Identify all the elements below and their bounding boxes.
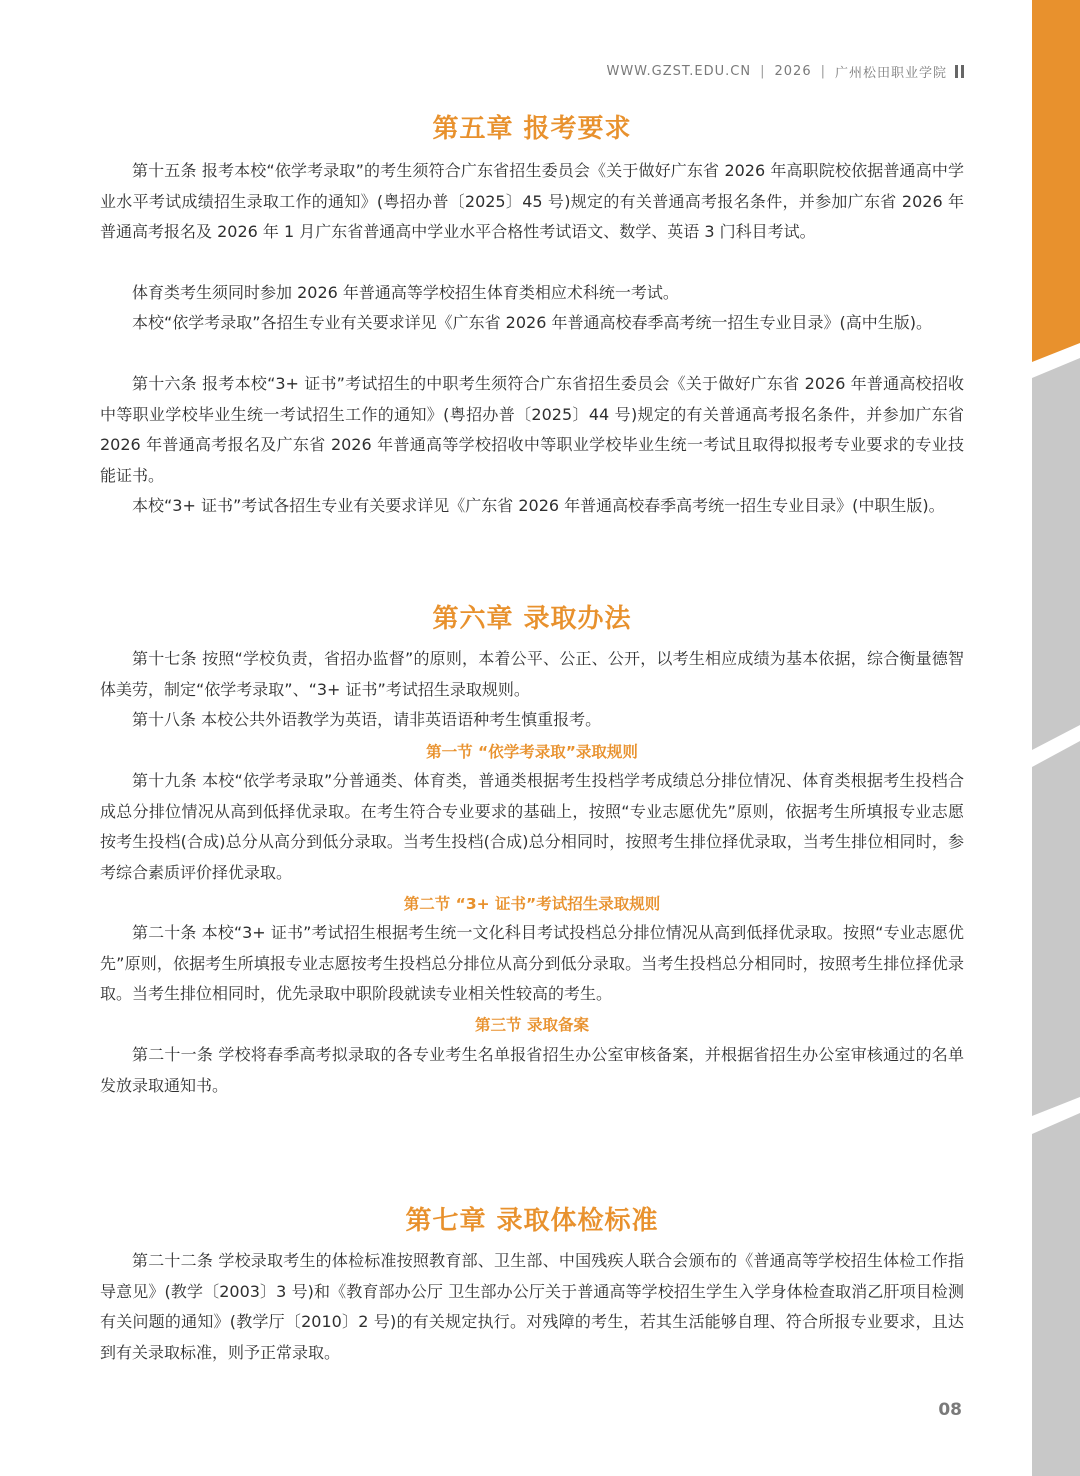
chapter5-title: 第五章 报考要求 xyxy=(432,114,632,144)
section1-title: 第一节 “依学考录取”录取规则 xyxy=(426,743,638,761)
header-bars-icon xyxy=(955,65,964,78)
gray-band-segment-3 xyxy=(1032,1113,1080,1476)
section2-title: 第二节 “3+ 证书”考试招生录取规则 xyxy=(403,895,661,913)
chapter6-paragraph: 第十七条 按照“学校负责，省招办监督”的原则，本着公平、公正、公开，以考生相应成绩为基本依据，综合衡量德智体美劳，制定“依学考录取”、“3+ 证书”考试招生录取规则。 xyxy=(100,649,964,699)
chapter5-paragraph: 本校“依学考录取”各招生专业有关要求详见《广东省 2026 年普通高校春季高考统一招生专业目录》(高中生版)。 xyxy=(132,313,932,332)
page-number: 08 xyxy=(938,1400,962,1420)
chapter5-paragraph: 体育类考生须同时参加 2026 年普通高等学校招生体育类相应术科统一考试。 xyxy=(132,283,679,302)
header-separator: | xyxy=(760,63,766,79)
chapter7-paragraph: 第二十二条 学校录取考生的体检标准按照教育部、卫生部、中国残疾人联合会颁布的《普通高等学校招生体检工作指导意见》(教学〔2003〕3 号)和《教育部办公厅 卫生部办公厅关于普通高等学校招生学生入学身体检查取消乙肝项目检测有关问题的通知》(教学厅〔2010〕2 号)的有关规定执行。对残障的考生，若其生活能够自理、符合所报专业要求，且达到有关录取标准，则予正常录取。 xyxy=(100,1251,964,1362)
side-decoration-band xyxy=(1032,0,1080,1476)
chapter7-title: 第七章 录取体检标准 xyxy=(405,1206,659,1236)
chapter6-title: 第六章 录取办法 xyxy=(432,604,632,634)
section3-paragraph: 第二十一条 学校将春季高考拟录取的各专业考生名单报省招生办公室审核备案，并根据省招生办公室审核通过的名单发放录取通知书。 xyxy=(100,1045,964,1095)
section1-paragraph: 第十九条 本校“依学考录取”分普通类、体育类，普通类根据考生投档学考成绩总分排位情况、体育类根据考生投档合成总分排位情况从高到低择优录取。在考生符合专业要求的基础上，按照“专业志愿优先”原则，依据考生所填报专业志愿按考生投档(合成)总分从高分到低分录取。当考生投档(合成)总分相同时，按照考生排位择优录取，当考生排位相同时，参考综合素质评价择优录取。 xyxy=(100,771,964,882)
chapter5-paragraph: 第十六条 报考本校“3+ 证书”考试招生的中职考生须符合广东省招生委员会《关于做好广东省 2026 年普通高校招收中等职业学校毕业生统一考试招生工作的通知》(粤招办普〔2025〕44 号)规定的有关普通高考报名条件，并参加广东省 2026 年普通高考报名及广东省 2026 年普通高等学校招收中等职业学校毕业生统一考试且取得拟报考专业要求的专业技能证书。 xyxy=(100,374,964,485)
chapter5-paragraph: 本校“3+ 证书”考试各招生专业有关要求详见《广东省 2026 年普通高校春季高考统一招生专业目录》(中职生版)。 xyxy=(132,496,945,515)
gray-band-segment-2 xyxy=(1032,741,1080,1116)
chapter5-paragraph: 第十五条 报考本校“依学考录取”的考生须符合广东省招生委员会《关于做好广东省 2026 年高职院校依据普通高中学业水平考试成绩招生录取工作的通知》(粤招办普〔2025〕45 号)规定的有关普通高考报名条件，并参加广东省 2026 年普通高考报名及 2026 年 1 月广东省普通高中学业水平合格性考试语文、数学、英语 3 门科目考试。 xyxy=(100,161,964,241)
section2-paragraph: 第二十条 本校“3+ 证书”考试招生根据考生统一文化科目考试投档总分排位情况从高到低择优录取。按照“专业志愿优先”原则，依据考生所填报专业志愿按考生投档总分排位从高分到低分录取。当考生投档总分相同时，按照考生排位择优录取。当考生排位相同时，优先录取中职阶段就读专业相关性较高的考生。 xyxy=(100,923,964,1003)
header-year: 2026 xyxy=(774,63,812,79)
header-school: 广州松田职业学院 xyxy=(834,65,947,81)
gray-band-segment-1 xyxy=(1032,358,1080,750)
chapter6-paragraph: 第十八条 本校公共外语教学为英语，请非英语语种考生慎重报考。 xyxy=(132,710,602,729)
page-header xyxy=(606,60,964,82)
orange-band-segment xyxy=(1032,0,1080,362)
header-separator: | xyxy=(820,63,826,79)
section3-title: 第三节 录取备案 xyxy=(475,1016,589,1034)
header-website: WWW.GZST.EDU.CN xyxy=(606,63,752,79)
